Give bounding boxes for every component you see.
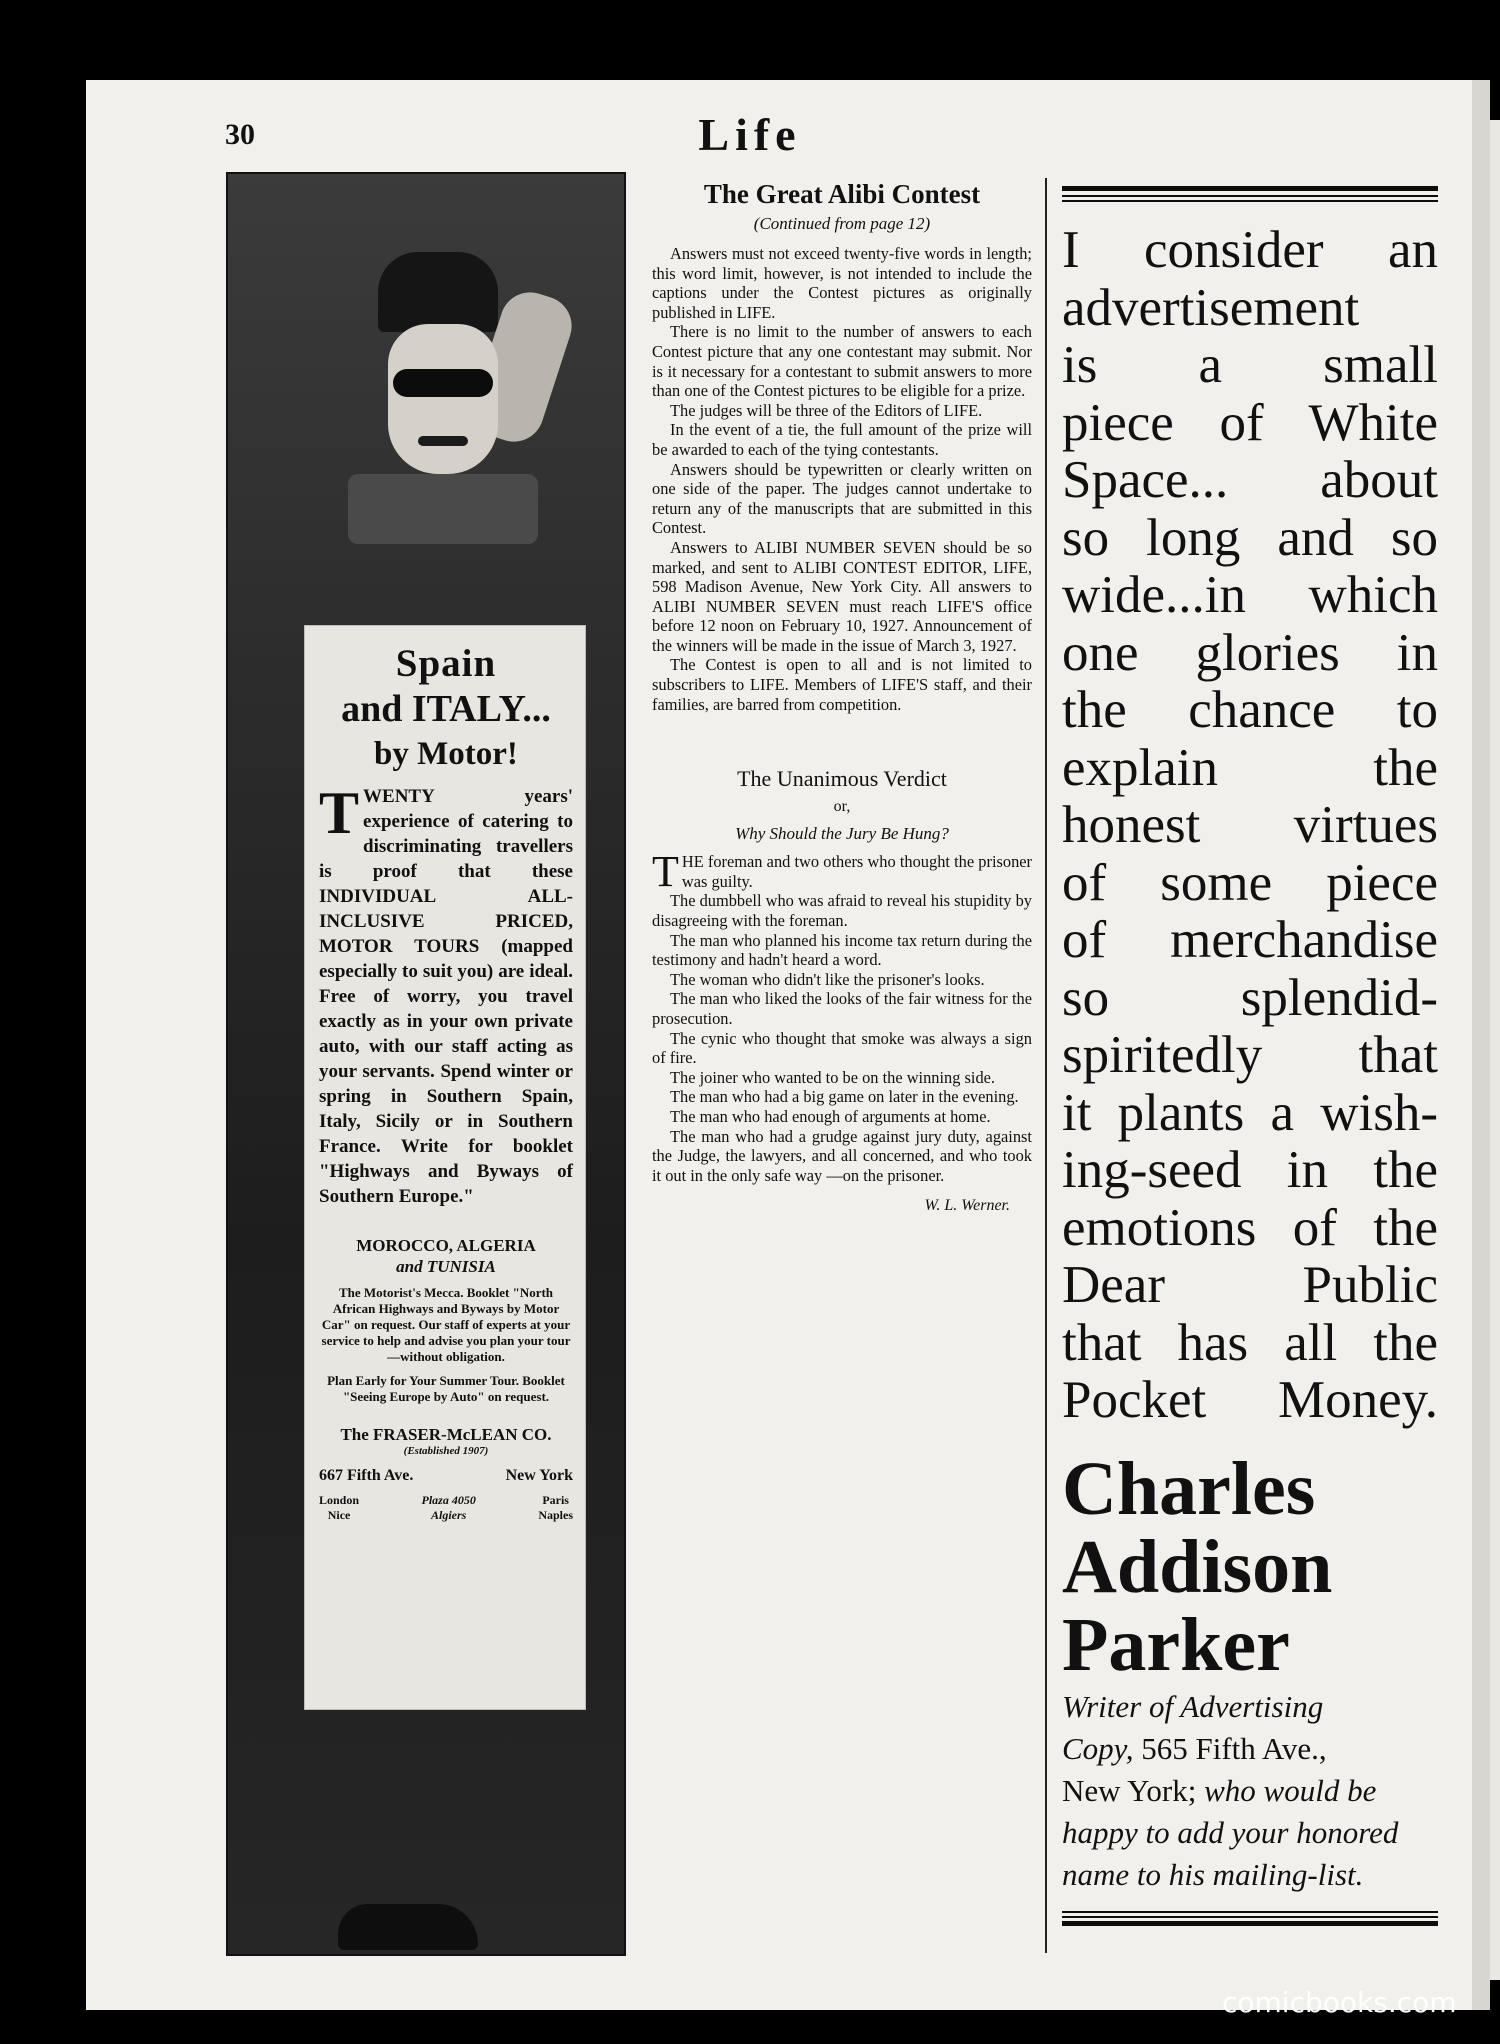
quote-line: the chance to [1062, 682, 1438, 739]
quote-line: Space... about [1062, 452, 1438, 509]
quote-line: explain the [1062, 739, 1438, 797]
quote-line: one glories in [1062, 624, 1438, 682]
ad-small-2: Plan Early for Your Summer Tour. Booklet "Seeing Europe by Auto" on request. [327, 1373, 565, 1404]
ad-dropcap: T [319, 780, 360, 846]
quote-line: so splendid- [1062, 969, 1438, 1027]
quote-line: of merchandise [1062, 912, 1438, 969]
parker-signature [1062, 1686, 1438, 1896]
ad-body [319, 780, 573, 1209]
quote-line: piece of White [1062, 394, 1438, 452]
contest-paragraph: In the event of a tie, the full amount of the prize will be awarded to each of the tying contestants. [652, 420, 1032, 459]
quote-line: ing-seed in the [1062, 1142, 1438, 1199]
top-rule-thick [1062, 186, 1438, 191]
bottom-rule-thin [1062, 1911, 1438, 1913]
masthead: Life [698, 109, 802, 160]
chauffeur-face [388, 324, 498, 474]
ad-subhead-line2: and TUNISIA [396, 1257, 496, 1276]
ad-address-city: New York [505, 1467, 573, 1484]
poem-or: or, [833, 798, 851, 816]
signature-line: happy to add your honored [1062, 1815, 1399, 1850]
quote-line: emotions of the [1062, 1199, 1438, 1257]
ad-company: The FRASER-McLEAN CO. [340, 1425, 552, 1444]
contest-paragraph: Answers should be typewritten or clearly written on one side of the paper. The judges cannot undertake to return any of the manuscripts that are submitted in this Contest. [652, 459, 1032, 538]
poem-title: The Unanimous Verdict [737, 766, 947, 792]
ad-subhead [319, 1235, 573, 1277]
adjacent-page-edge [1490, 120, 1500, 1980]
contest-paragraph: Answers must not exceed twenty-five words in length; this word limit, however, is not intended to include the captions under the Contest pictures as originally published in LIFE. [652, 244, 1032, 322]
contest-paragraph: There is no limit to the number of answers to each Contest picture that any one contestant may submit. Nor is it necessary for a contestant to submit answers to more than one of the Contest pictures to be eligible for a prize. [652, 322, 1032, 401]
poem-stanza: The man who had enough of arguments at home. [670, 1106, 991, 1126]
bottom-rule-thin [1062, 1916, 1438, 1918]
quote-line: I consider an [1062, 222, 1438, 279]
name-line: Charles [1062, 1447, 1316, 1531]
ad-small-1: The Motorist's Mecca. Booklet "North African Highways and Byways by Motor Car" on request. Our staff of experts at your service to help and advise you plan your tour—without obligation. [321, 1285, 571, 1364]
name-line: Addison [1062, 1525, 1333, 1609]
poem-stanza: The man who planned his income tax return during the testimony and hadn't heard a word. [652, 930, 1032, 970]
top-rule-thin [1062, 200, 1438, 202]
ad-cities-center: Plaza 4050 Algiers [421, 1493, 476, 1522]
signature-line: New York; who would be [1062, 1773, 1377, 1808]
contest-title: The Great Alibi Contest [703, 179, 981, 209]
contest-paragraph: Answers to ALIBI NUMBER SEVEN should be so marked, and sent to ALIBI CONTEST EDITOR, LIFE, 598 Madison Avenue, New York City. All answers to ALIBI NUMBER SEVEN must reach LIFE'S office before 12 noon on February 10, 1927. Announcement of the winners will be made in the issue of March 3, 1927. [652, 537, 1032, 655]
poem-stanza: The joiner who wanted to be on the winning side. [670, 1067, 996, 1087]
top-rule-thin [1062, 195, 1438, 197]
quote-line: Pocket Money. [1062, 1372, 1438, 1429]
poem-subtitle: Why Should the Jury Be Hung? [735, 824, 949, 844]
parker-quote [1062, 222, 1438, 1430]
poem-stanza: The man who liked the looks of the fair witness for the prosecution. [652, 989, 1032, 1028]
page-number: 30 [225, 118, 255, 151]
poem-author: W. L. Werner. [924, 1197, 1010, 1215]
poem-stanza: The woman who didn't like the prisoner's looks. [670, 969, 985, 989]
ad-title-motor: by Motor! [374, 736, 518, 772]
parker-ad [1062, 186, 1438, 1956]
bottom-rule-thick [1062, 1921, 1438, 1926]
watermark: comicbooks.com [1222, 1986, 1457, 2019]
poem-stanza: The man who had a big game on later in the evening. [670, 1087, 1019, 1107]
quote-line: advertisement [1062, 279, 1360, 337]
quote-line: is a small [1062, 337, 1438, 394]
signature-line: Writer of Advertising [1062, 1689, 1324, 1724]
quote-line: Dear Public [1062, 1257, 1438, 1314]
ad-established: (Established 1907) [403, 1445, 489, 1457]
poem-stanza: The dumbbell who was afraid to reveal his stupidity by disagreeing with the foreman. [652, 891, 1032, 931]
goggles [393, 369, 493, 397]
parker-name [1062, 1447, 1438, 1687]
poem-stanza: The man who had a grudge against jury duty, against the Judge, the lawyers, and all concerned, and who took it out in the only safe way —on the prisoner. [652, 1126, 1032, 1185]
contest-paragraph: The judges will be three of the Editors of LIFE. [670, 400, 983, 420]
quote-line: honest virtues [1062, 797, 1438, 854]
column-divider [1045, 178, 1047, 1953]
signature-line: Copy, 565 Fifth Ave., [1062, 1731, 1327, 1766]
quote-line: that has all the [1062, 1314, 1438, 1372]
page-spine [1472, 80, 1490, 2010]
ad-address-street: 667 Fifth Ave. [319, 1467, 414, 1484]
quote-line: wide...in which [1062, 567, 1438, 624]
ad-body-text: WENTY years' experience of catering to discriminating travellers is proof that these INDIVIDUAL ALL-INCLUSIVE PRICED, MOTOR TOURS (mapped especially to suit you) are ideal. Free of worry, you travel exactly as in your own private auto, with our staff acting as your servants. Spend winter or spring in Southern Spain, Italy, Sicily or in Southern France. Write for booklet "Highways and Byways of Southern Europe." [319, 786, 573, 1207]
poem-dropcap: T [652, 847, 679, 897]
ad-address [319, 1467, 573, 1485]
moustache [418, 436, 468, 446]
ad-title-spain: Spain [395, 642, 497, 685]
chauffeur-cap [378, 252, 498, 332]
boot [338, 1904, 478, 1950]
quote-line: it plants a wish- [1062, 1084, 1438, 1142]
contest-paragraph: The Contest is open to all and is not limited to subscribers to LIFE. Members of LIFE'S staff, and their families, are barred from competition. [652, 655, 1032, 714]
poem-stanza: THE foreman and two others who thought the prisoner was guilty. [652, 847, 1032, 897]
quote-line: of some piece [1062, 854, 1438, 912]
quote-line: spiritedly that [1062, 1027, 1438, 1084]
coat-collar [348, 474, 538, 544]
ad-subhead-line1: MOROCCO, ALGERIA [356, 1236, 536, 1255]
ad-cities-left: London Nice [319, 1493, 360, 1522]
name-line: Parker [1062, 1603, 1290, 1687]
poem-stanza: The cynic who thought that smoke was always a sign of fire. [652, 1028, 1032, 1068]
ad-title-italy: and ITALY... [341, 688, 551, 730]
signature-line: name to his mailing-list. [1062, 1857, 1364, 1892]
contest-continued: (Continued from page 12) [753, 214, 931, 233]
quote-line: so long and so [1062, 509, 1438, 567]
middle-column [652, 178, 1032, 1215]
travel-ad-card [304, 625, 586, 1710]
ad-branch-cities [319, 1493, 573, 1523]
ad-cities-right: Paris Naples [538, 1493, 573, 1522]
